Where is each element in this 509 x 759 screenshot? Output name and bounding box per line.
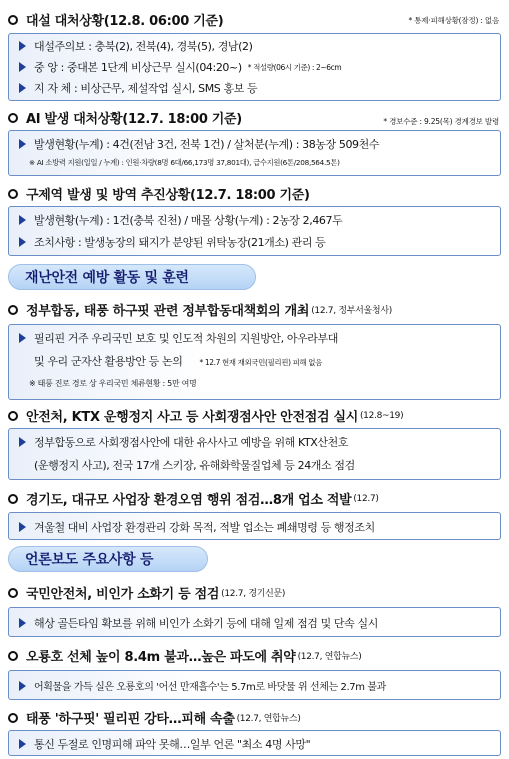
list-item: 통신 두절로 인명피해 파악 못해…일부 언론 "최소 4명 사망": [19, 736, 310, 752]
section-typhoon-meeting-header: [8, 300, 392, 319]
circle-bullet-icon: [8, 651, 18, 661]
list-item-continuation: 및 우리 군자산 활용방안 등 논의 * 12.7 현재 재외국민(필리핀) 피해 없음: [34, 355, 322, 368]
list-item: 대설주의보 : 충북(2), 전북(4), 경북(5), 경남(2): [19, 38, 253, 54]
circle-bullet-icon: [8, 494, 18, 504]
circle-bullet-icon: [8, 305, 18, 315]
section-fmd-header: [8, 184, 310, 203]
section-title: 국민안전처, 비인가 소화기 등 점검: [26, 587, 220, 602]
item-note: * 적설량(06시 기준) : 2~6cm: [247, 62, 342, 72]
list-item: 중 앙 : 중대본 1단계 비상근무 실시(04:20~) * 적설량(06시 기준) : 2~6cm: [19, 59, 341, 75]
triangle-bullet-icon: [19, 83, 26, 93]
section-news-oryong-header: [8, 646, 362, 665]
section-note: (12.7, 정부서울청사): [311, 306, 392, 316]
item-note: * 12.7 현재 재외국민(필리핀) 피해 없음: [199, 358, 322, 367]
list-item-continuation: (운행정지 사고), 전국 17개 스키장, 유해화학물질업체 등 24개소 점검: [34, 459, 355, 472]
section-title: 정부합동, 태풍 하구핏 관련 정부합동대책회의 개최: [26, 304, 310, 319]
category-banner: 재난안전 예방 활동 및 훈련: [8, 264, 256, 290]
triangle-bullet-icon: [19, 681, 26, 691]
section-news-extinguisher-box: [8, 607, 501, 637]
section-typhoon-meeting-box: [8, 324, 501, 400]
section-snow-box: [8, 33, 501, 101]
triangle-bullet-icon: [19, 618, 26, 628]
section-title: 경기도, 대규모 사업장 환경오염 행위 점검…8개 업소 적발: [26, 493, 352, 508]
section-news-typhoon-header: [8, 708, 301, 727]
list-item: 지 자 체 : 비상근무, 제설작업 실시, SMS 홍보 등: [19, 80, 257, 96]
circle-bullet-icon: [8, 411, 18, 421]
triangle-bullet-icon: [19, 522, 26, 532]
triangle-bullet-icon: [19, 62, 26, 72]
section-title: 안전처, KTX 운행정지 사고 등 사회쟁점사안 안전점검 실시: [26, 410, 358, 425]
section-title: 오룡호 선체 높이 8.4m 불과…높은 파도에 취약: [26, 650, 296, 665]
triangle-bullet-icon: [19, 41, 26, 51]
section-title: 구제역 발생 및 방역 추진상황(12.7. 18:00 기준): [26, 188, 310, 203]
triangle-bullet-icon: [19, 739, 26, 749]
section-news-typhoon-box: [8, 730, 501, 756]
circle-bullet-icon: [8, 588, 18, 598]
section-note: * 경보수준 : 9.25(목) 경계경보 발령: [383, 117, 499, 126]
circle-bullet-icon: [8, 113, 18, 123]
list-item: 어획물을 가득 실은 오룡호의 '어선 만재흘수'는 5.7m로 바닷물 위 선체는 2.7m 불과: [19, 678, 386, 693]
section-note: (12.8~19): [359, 410, 404, 421]
triangle-bullet-icon: [19, 437, 26, 447]
circle-bullet-icon: [8, 189, 18, 199]
triangle-bullet-icon: [19, 215, 26, 225]
triangle-bullet-icon: [19, 333, 26, 343]
section-note: (12.7): [353, 493, 379, 504]
circle-bullet-icon: [8, 15, 18, 25]
section-title: AI 발생 대처상황(12.7. 18:00 기준): [26, 112, 242, 127]
section-title: 태풍 '하구핏' 필리핀 강타…피해 속출: [26, 712, 235, 727]
category-banner: 언론보도 주요사항 등: [8, 546, 208, 572]
section-ktx-box: [8, 428, 501, 480]
circle-bullet-icon: [8, 713, 18, 723]
list-item: 해상 골든타임 확보를 위해 비인가 소화기 등에 대해 일제 점검 및 단속 실시: [19, 615, 378, 631]
list-item: 필리핀 거주 우리국민 보호 및 인도적 차원의 지원방안, 아우라부대: [19, 330, 338, 346]
sub-note: ※ 태풍 진로 경로 상 우리국민 체류현황 : 5만 여명: [29, 379, 197, 388]
section-ai-box: [8, 130, 501, 176]
triangle-bullet-icon: [19, 237, 26, 247]
section-news-oryong-box: [8, 670, 501, 700]
list-item: 조치사항 : 발생농장의 돼지가 분양된 위탁농장(21개소) 관리 등: [19, 234, 325, 250]
list-item: 겨울철 대비 사업장 환경관리 강화 목적, 적발 업소는 폐쇄명령 등 행정조치: [19, 519, 375, 535]
section-note: (12.7, 경기신문): [221, 589, 286, 599]
list-item: 발생현황(누계) : 4건(전남 3건, 전북 1건) / 살처분(누계) : 38농장 509천수: [19, 136, 379, 152]
section-ai-header: [8, 108, 242, 127]
section-note: (12.7, 연합뉴스): [297, 652, 362, 662]
sub-note: ※ AI 소방력 지원(일일 / 누계) : 인원·차량(8명 6대/66,173명 37,801대), 급수지원(6톤/208,564.5톤): [29, 158, 340, 167]
section-fmd-box: [8, 206, 501, 256]
section-gyeonggi-box: [8, 512, 501, 540]
list-item: 발생현황(누계) : 1건(충북 진천) / 매몰 상황(누계) : 2농장 2,467두: [19, 212, 342, 228]
section-note: (12.7, 연합뉴스): [236, 714, 301, 724]
section-news-extinguisher-header: [8, 583, 285, 602]
triangle-bullet-icon: [19, 139, 26, 149]
section-ktx-header: [8, 406, 403, 425]
section-title: 대설 대처상황(12.8. 06:00 기준): [26, 14, 224, 29]
section-note: * 통제·피해상황(잠정) : 없음: [408, 16, 499, 25]
section-gyeonggi-header: [8, 489, 379, 508]
section-snow-header: [8, 10, 223, 29]
list-item: 정부합동으로 사회쟁점사안에 대한 유사사고 예방을 위해 KTX산천호: [19, 434, 348, 450]
